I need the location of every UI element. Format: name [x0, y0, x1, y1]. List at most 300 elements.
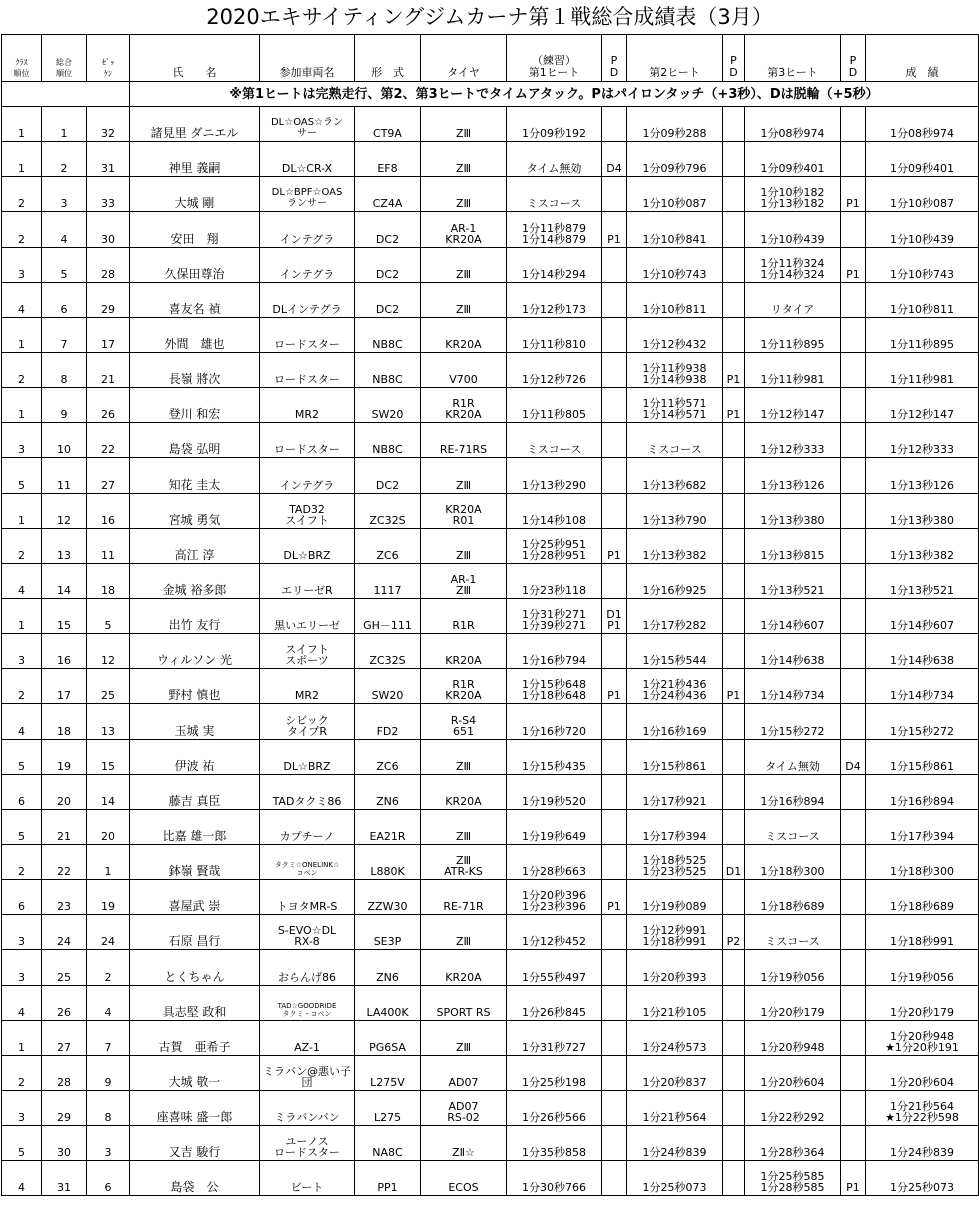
tire-cell: ZⅢ: [421, 1020, 507, 1055]
final-result-cell: 1分21秒564 ★1分22秒598: [866, 1090, 979, 1125]
model-cell: ZN6: [355, 950, 421, 985]
car-name-cell: DL☆OAS☆ラン サー: [260, 107, 355, 142]
heat1-pd-cell: D1 P1: [602, 598, 627, 633]
car-name-cell: カプチーノ: [260, 809, 355, 844]
heat3-time-cell: 1分13秒815: [745, 528, 841, 563]
car-name-cell: ロードスター: [260, 423, 355, 458]
class-rank-cell: 2: [2, 1055, 42, 1090]
overall-rank-cell: 20: [42, 774, 87, 809]
zekken-cell: 28: [87, 247, 130, 282]
overall-rank-cell: 2: [42, 142, 87, 177]
heat1-pd-cell: [602, 1126, 627, 1161]
class-rank-cell: 1: [2, 493, 42, 528]
tire-cell: SPORT RS: [421, 985, 507, 1020]
tire-cell: ZⅢ: [421, 177, 507, 212]
tire-cell: KR20A R01: [421, 493, 507, 528]
table-row: [2, 669, 979, 704]
heat2-pd-cell: [723, 212, 745, 247]
car-name-cell: DL☆BPF☆OAS ランサー: [260, 177, 355, 212]
header-class-rank: ｸﾗｽ 順位: [2, 35, 42, 82]
heat3-pd-cell: [841, 985, 866, 1020]
heat3-time-cell: 1分15秒272: [745, 704, 841, 739]
car-name-cell: DL☆BRZ: [260, 528, 355, 563]
heat3-time-cell: 1分20秒948: [745, 1020, 841, 1055]
heat1-time-cell: 1分20秒396 1分23秒396: [507, 880, 602, 915]
overall-rank-cell: 4: [42, 212, 87, 247]
table-row: [2, 177, 979, 212]
table-row: [2, 458, 979, 493]
model-cell: NB8C: [355, 352, 421, 387]
header-heat3: 第3ヒート: [745, 35, 841, 82]
overall-rank-cell: 21: [42, 809, 87, 844]
table-row: [2, 1055, 979, 1090]
model-cell: ZC6: [355, 528, 421, 563]
heat2-pd-cell: [723, 1020, 745, 1055]
tire-cell: ZⅢ: [421, 915, 507, 950]
heat3-time-cell: 1分12秒147: [745, 388, 841, 423]
tire-cell: ZⅢ: [421, 458, 507, 493]
header-heat1: （練習） 第1ヒート: [507, 35, 602, 82]
heat2-time-cell: 1分10秒743: [627, 247, 723, 282]
heat2-time-cell: 1分16秒169: [627, 704, 723, 739]
heat1-time-cell: 1分13秒290: [507, 458, 602, 493]
final-result-cell: 1分10秒439: [866, 212, 979, 247]
zekken-cell: 17: [87, 317, 130, 352]
heat3-time-cell: 1分18秒300: [745, 844, 841, 879]
model-cell: DC2: [355, 212, 421, 247]
zekken-cell: 15: [87, 739, 130, 774]
zekken-cell: 27: [87, 458, 130, 493]
heat2-pd-cell: P2: [723, 915, 745, 950]
model-cell: ZZW30: [355, 880, 421, 915]
model-cell: NB8C: [355, 423, 421, 458]
overall-rank-cell: 9: [42, 388, 87, 423]
table-row: [2, 915, 979, 950]
class-rank-cell: 3: [2, 247, 42, 282]
heat3-pd-cell: [841, 423, 866, 458]
heat3-time-cell: リタイア: [745, 282, 841, 317]
heat2-time-cell: 1分19秒089: [627, 880, 723, 915]
table-row: [2, 739, 979, 774]
model-cell: SW20: [355, 388, 421, 423]
car-name-cell: ミラバン@悪い子 団: [260, 1055, 355, 1090]
driver-name-cell: とくちゃん: [130, 950, 260, 985]
car-name-cell: おらんげ86: [260, 950, 355, 985]
zekken-cell: 22: [87, 423, 130, 458]
heat2-pd-cell: [723, 528, 745, 563]
table-row: [2, 985, 979, 1020]
tire-cell: ZⅢ: [421, 809, 507, 844]
table-row: [2, 880, 979, 915]
heat3-pd-cell: [841, 458, 866, 493]
heat3-pd-cell: [841, 950, 866, 985]
heat1-pd-cell: P1: [602, 212, 627, 247]
heat2-pd-cell: [723, 809, 745, 844]
heat2-time-cell: 1分15秒544: [627, 634, 723, 669]
tire-cell: V700: [421, 352, 507, 387]
heat2-time-cell: 1分17秒282: [627, 598, 723, 633]
heat1-time-cell: 1分14秒294: [507, 247, 602, 282]
heat1-pd-cell: [602, 563, 627, 598]
class-rank-cell: 3: [2, 423, 42, 458]
tire-cell: ZⅢ: [421, 107, 507, 142]
zekken-cell: 12: [87, 634, 130, 669]
heat3-time-cell: タイム無効: [745, 739, 841, 774]
driver-name-cell: 大城 剛: [130, 177, 260, 212]
model-cell: 1117: [355, 563, 421, 598]
overall-rank-cell: 18: [42, 704, 87, 739]
car-name-cell: DLインテグラ: [260, 282, 355, 317]
model-cell: SE3P: [355, 915, 421, 950]
model-cell: PP1: [355, 1161, 421, 1196]
final-result-cell: 1分18秒300: [866, 844, 979, 879]
tire-cell: KR20A: [421, 950, 507, 985]
heat2-time-cell: 1分21秒564: [627, 1090, 723, 1125]
heat3-pd-cell: P1: [841, 1161, 866, 1196]
overall-rank-cell: 12: [42, 493, 87, 528]
heat2-time-cell: 1分13秒382: [627, 528, 723, 563]
class-rank-cell: 1: [2, 388, 42, 423]
class-rank-cell: 1: [2, 1020, 42, 1055]
table-row: [2, 1020, 979, 1055]
heat2-time-cell: 1分17秒921: [627, 774, 723, 809]
heat2-time-cell: 1分18秒525 1分23秒525: [627, 844, 723, 879]
tire-cell: R-S4 651: [421, 704, 507, 739]
driver-name-cell: 登川 和宏: [130, 388, 260, 423]
model-cell: EA21R: [355, 809, 421, 844]
final-result-cell: 1分15秒861: [866, 739, 979, 774]
table-row: [2, 634, 979, 669]
heat1-time-cell: 1分11秒805: [507, 388, 602, 423]
zekken-cell: 7: [87, 1020, 130, 1055]
heat3-time-cell: 1分11秒324 1分14秒324: [745, 247, 841, 282]
heat3-time-cell: 1分22秒292: [745, 1090, 841, 1125]
class-rank-cell: 4: [2, 563, 42, 598]
zekken-cell: 18: [87, 563, 130, 598]
table-row: [2, 1090, 979, 1125]
heat1-pd-cell: [602, 774, 627, 809]
heat2-pd-cell: [723, 423, 745, 458]
car-name-cell: インテグラ: [260, 458, 355, 493]
heat2-time-cell: 1分12秒432: [627, 317, 723, 352]
heat1-pd-cell: P1: [602, 669, 627, 704]
heat1-time-cell: 1分28秒663: [507, 844, 602, 879]
heat3-pd-cell: [841, 669, 866, 704]
heat2-time-cell: 1分10秒087: [627, 177, 723, 212]
driver-name-cell: 外間 雄也: [130, 317, 260, 352]
heat1-time-cell: ミスコース: [507, 177, 602, 212]
tire-cell: ZⅢ: [421, 142, 507, 177]
final-result-cell: 1分12秒147: [866, 388, 979, 423]
driver-name-cell: 大城 敬一: [130, 1055, 260, 1090]
final-result-cell: 1分11秒895: [866, 317, 979, 352]
overall-rank-cell: 6: [42, 282, 87, 317]
heat3-pd-cell: [841, 809, 866, 844]
class-rank-cell: 6: [2, 774, 42, 809]
heat2-pd-cell: [723, 704, 745, 739]
heat2-time-cell: 1分24秒839: [627, 1126, 723, 1161]
heat1-time-cell: 1分26秒845: [507, 985, 602, 1020]
driver-name-cell: 神里 義嗣: [130, 142, 260, 177]
heat3-time-cell: ミスコース: [745, 809, 841, 844]
driver-name-cell: 諸見里 ダニエル: [130, 107, 260, 142]
final-result-cell: 1分20秒179: [866, 985, 979, 1020]
heat1-pd-cell: [602, 247, 627, 282]
heat1-time-cell: 1分30秒766: [507, 1161, 602, 1196]
car-name-cell: DL☆BRZ: [260, 739, 355, 774]
driver-name-cell: 藤吉 真臣: [130, 774, 260, 809]
class-rank-cell: 5: [2, 739, 42, 774]
model-cell: ZC6: [355, 739, 421, 774]
header-overall-rank: 総合 順位: [42, 35, 87, 82]
zekken-cell: 19: [87, 880, 130, 915]
heat1-time-cell: 1分15秒648 1分18秒648: [507, 669, 602, 704]
heat2-pd-cell: P1: [723, 352, 745, 387]
heat1-pd-cell: [602, 1090, 627, 1125]
heat2-pd-cell: [723, 107, 745, 142]
header-result: 成 績: [866, 35, 979, 82]
model-cell: NA8C: [355, 1126, 421, 1161]
tire-cell: ZⅢ: [421, 528, 507, 563]
table-row: [2, 950, 979, 985]
driver-name-cell: 出竹 友行: [130, 598, 260, 633]
final-result-cell: 1分17秒394: [866, 809, 979, 844]
zekken-cell: 29: [87, 282, 130, 317]
header-heat2: 第2ヒート: [627, 35, 723, 82]
table-row: [2, 563, 979, 598]
heat3-pd-cell: [841, 493, 866, 528]
heat3-time-cell: 1分14秒734: [745, 669, 841, 704]
heat1-pd-cell: [602, 423, 627, 458]
heat3-pd-cell: [841, 880, 866, 915]
heat2-pd-cell: [723, 1090, 745, 1125]
heat3-time-cell: 1分20秒604: [745, 1055, 841, 1090]
heat1-pd-cell: [602, 985, 627, 1020]
model-cell: DC2: [355, 282, 421, 317]
overall-rank-cell: 25: [42, 950, 87, 985]
heat1-time-cell: タイム無効: [507, 142, 602, 177]
heat2-time-cell: 1分13秒682: [627, 458, 723, 493]
heat1-pd-cell: [602, 352, 627, 387]
overall-rank-cell: 24: [42, 915, 87, 950]
heat3-pd-cell: [841, 212, 866, 247]
heat3-time-cell: 1分11秒981: [745, 352, 841, 387]
class-rank-cell: 6: [2, 880, 42, 915]
header-car: 参加車両名: [260, 35, 355, 82]
heat2-time-cell: 1分16秒925: [627, 563, 723, 598]
zekken-cell: 14: [87, 774, 130, 809]
car-name-cell: DL☆CR-X: [260, 142, 355, 177]
final-result-cell: 1分14秒734: [866, 669, 979, 704]
car-name-cell: インテグラ: [260, 212, 355, 247]
heat3-pd-cell: [841, 634, 866, 669]
class-rank-cell: 3: [2, 915, 42, 950]
class-rank-cell: 4: [2, 985, 42, 1020]
class-rank-cell: 5: [2, 809, 42, 844]
zekken-cell: 20: [87, 809, 130, 844]
heat1-time-cell: 1分25秒951 1分28秒951: [507, 528, 602, 563]
heat2-pd-cell: P1: [723, 669, 745, 704]
table-row: [2, 774, 979, 809]
tire-cell: ZⅢ: [421, 282, 507, 317]
heat3-pd-cell: [841, 352, 866, 387]
heat1-pd-cell: [602, 1161, 627, 1196]
heat2-pd-cell: [723, 950, 745, 985]
driver-name-cell: 喜友名 禎: [130, 282, 260, 317]
driver-name-cell: 比嘉 雄一郎: [130, 809, 260, 844]
tire-cell: RE-71R: [421, 880, 507, 915]
heat2-time-cell: 1分15秒861: [627, 739, 723, 774]
car-name-cell: ビート: [260, 1161, 355, 1196]
rules-note: ※第1ヒートは完熟走行、第2、第3ヒートでタイムアタック。Pはパイロンタッチ（+3秒）、Dは脱輪（+5秒）: [130, 82, 979, 107]
heat2-time-cell: 1分13秒790: [627, 493, 723, 528]
overall-rank-cell: 11: [42, 458, 87, 493]
final-result-cell: 1分13秒382: [866, 528, 979, 563]
model-cell: PG6SA: [355, 1020, 421, 1055]
heat1-time-cell: 1分19秒520: [507, 774, 602, 809]
car-name-cell: ユーノス ロードスター: [260, 1126, 355, 1161]
overall-rank-cell: 23: [42, 880, 87, 915]
heat3-pd-cell: [841, 774, 866, 809]
heat2-time-cell: 1分25秒073: [627, 1161, 723, 1196]
driver-name-cell: 古賀 亜希子: [130, 1020, 260, 1055]
class-rank-cell: 2: [2, 528, 42, 563]
overall-rank-cell: 7: [42, 317, 87, 352]
class-rank-cell: 4: [2, 704, 42, 739]
car-name-cell: TAD32 スイフト: [260, 493, 355, 528]
heat2-pd-cell: [723, 598, 745, 633]
heat2-time-cell: 1分17秒394: [627, 809, 723, 844]
header-pd2: P D: [723, 35, 745, 82]
class-rank-cell: 3: [2, 950, 42, 985]
car-name-cell: スイフト スポーツ: [260, 634, 355, 669]
driver-name-cell: ウィルソン 光: [130, 634, 260, 669]
heat2-time-cell: 1分20秒393: [627, 950, 723, 985]
heat1-time-cell: 1分14秒108: [507, 493, 602, 528]
car-name-cell: ロードスター: [260, 317, 355, 352]
driver-name-cell: 安田 翔: [130, 212, 260, 247]
final-result-cell: 1分13秒380: [866, 493, 979, 528]
heat2-pd-cell: D1: [723, 844, 745, 879]
heat1-time-cell: 1分16秒794: [507, 634, 602, 669]
model-cell: DC2: [355, 458, 421, 493]
heat1-pd-cell: P1: [602, 528, 627, 563]
heat1-time-cell: 1分12秒452: [507, 915, 602, 950]
heat1-pd-cell: [602, 493, 627, 528]
header-pd1: P D: [602, 35, 627, 82]
heat2-pd-cell: [723, 282, 745, 317]
heat2-pd-cell: [723, 880, 745, 915]
heat3-pd-cell: [841, 107, 866, 142]
tire-cell: AR-1 KR20A: [421, 212, 507, 247]
class-rank-cell: 1: [2, 598, 42, 633]
header-tire: タイヤ: [421, 35, 507, 82]
overall-rank-cell: 13: [42, 528, 87, 563]
heat2-pd-cell: [723, 739, 745, 774]
tire-cell: AD07: [421, 1055, 507, 1090]
zekken-cell: 11: [87, 528, 130, 563]
heat3-pd-cell: [841, 1055, 866, 1090]
heat1-pd-cell: [602, 739, 627, 774]
zekken-cell: 33: [87, 177, 130, 212]
table-row: [2, 1126, 979, 1161]
class-rank-cell: 1: [2, 317, 42, 352]
heat1-time-cell: 1分11秒879 1分14秒879: [507, 212, 602, 247]
driver-name-cell: 野村 慎也: [130, 669, 260, 704]
heat2-time-cell: 1分09秒796: [627, 142, 723, 177]
heat3-time-cell: 1分14秒607: [745, 598, 841, 633]
header-zekken: ｾﾞｯ ｹﾝ: [87, 35, 130, 82]
overall-rank-cell: 16: [42, 634, 87, 669]
model-cell: ZC32S: [355, 634, 421, 669]
model-cell: GH－111: [355, 598, 421, 633]
heat3-time-cell: 1分13秒126: [745, 458, 841, 493]
zekken-cell: 24: [87, 915, 130, 950]
model-cell: EF8: [355, 142, 421, 177]
heat1-pd-cell: [602, 634, 627, 669]
driver-name-cell: 知花 圭太: [130, 458, 260, 493]
zekken-cell: 21: [87, 352, 130, 387]
heat3-pd-cell: [841, 317, 866, 352]
table-row: [2, 1161, 979, 1196]
heat3-pd-cell: [841, 528, 866, 563]
zekken-cell: 25: [87, 669, 130, 704]
heat1-pd-cell: [602, 107, 627, 142]
table-row: [2, 704, 979, 739]
header-name: 氏 名: [130, 35, 260, 82]
heat2-time-cell: 1分10秒841: [627, 212, 723, 247]
overall-rank-cell: 14: [42, 563, 87, 598]
heat3-pd-cell: [841, 388, 866, 423]
heat2-pd-cell: [723, 1161, 745, 1196]
car-name-cell: トヨタMR-S: [260, 880, 355, 915]
heat3-pd-cell: [841, 704, 866, 739]
tire-cell: KR20A: [421, 634, 507, 669]
table-row: [2, 317, 979, 352]
heat1-time-cell: ミスコース: [507, 423, 602, 458]
heat3-pd-cell: P1: [841, 177, 866, 212]
overall-rank-cell: 22: [42, 844, 87, 879]
heat1-pd-cell: [602, 1055, 627, 1090]
final-result-cell: 1分11秒981: [866, 352, 979, 387]
header-row: [2, 35, 979, 82]
heat2-time-cell: 1分24秒573: [627, 1020, 723, 1055]
heat2-time-cell: ミスコース: [627, 423, 723, 458]
heat2-time-cell: 1分11秒571 1分14秒571: [627, 388, 723, 423]
driver-name-cell: 具志堅 政和: [130, 985, 260, 1020]
heat3-pd-cell: [841, 563, 866, 598]
heat1-time-cell: 1分26秒566: [507, 1090, 602, 1125]
final-result-cell: 1分19秒056: [866, 950, 979, 985]
table-row: [2, 142, 979, 177]
tire-cell: R1R KR20A: [421, 669, 507, 704]
overall-rank-cell: 3: [42, 177, 87, 212]
heat1-pd-cell: D4: [602, 142, 627, 177]
header-pd3: P D: [841, 35, 866, 82]
heat2-time-cell: 1分12秒991 1分18秒991: [627, 915, 723, 950]
final-result-cell: 1分18秒689: [866, 880, 979, 915]
class-rank-cell: 3: [2, 634, 42, 669]
overall-rank-cell: 5: [42, 247, 87, 282]
model-cell: CT9A: [355, 107, 421, 142]
heat2-pd-cell: P1: [723, 388, 745, 423]
overall-rank-cell: 8: [42, 352, 87, 387]
car-name-cell: ミラバンバン: [260, 1090, 355, 1125]
heat1-time-cell: 1分12秒726: [507, 352, 602, 387]
driver-name-cell: 長嶺 將次: [130, 352, 260, 387]
heat3-time-cell: 1分11秒895: [745, 317, 841, 352]
final-result-cell: 1分08秒974: [866, 107, 979, 142]
